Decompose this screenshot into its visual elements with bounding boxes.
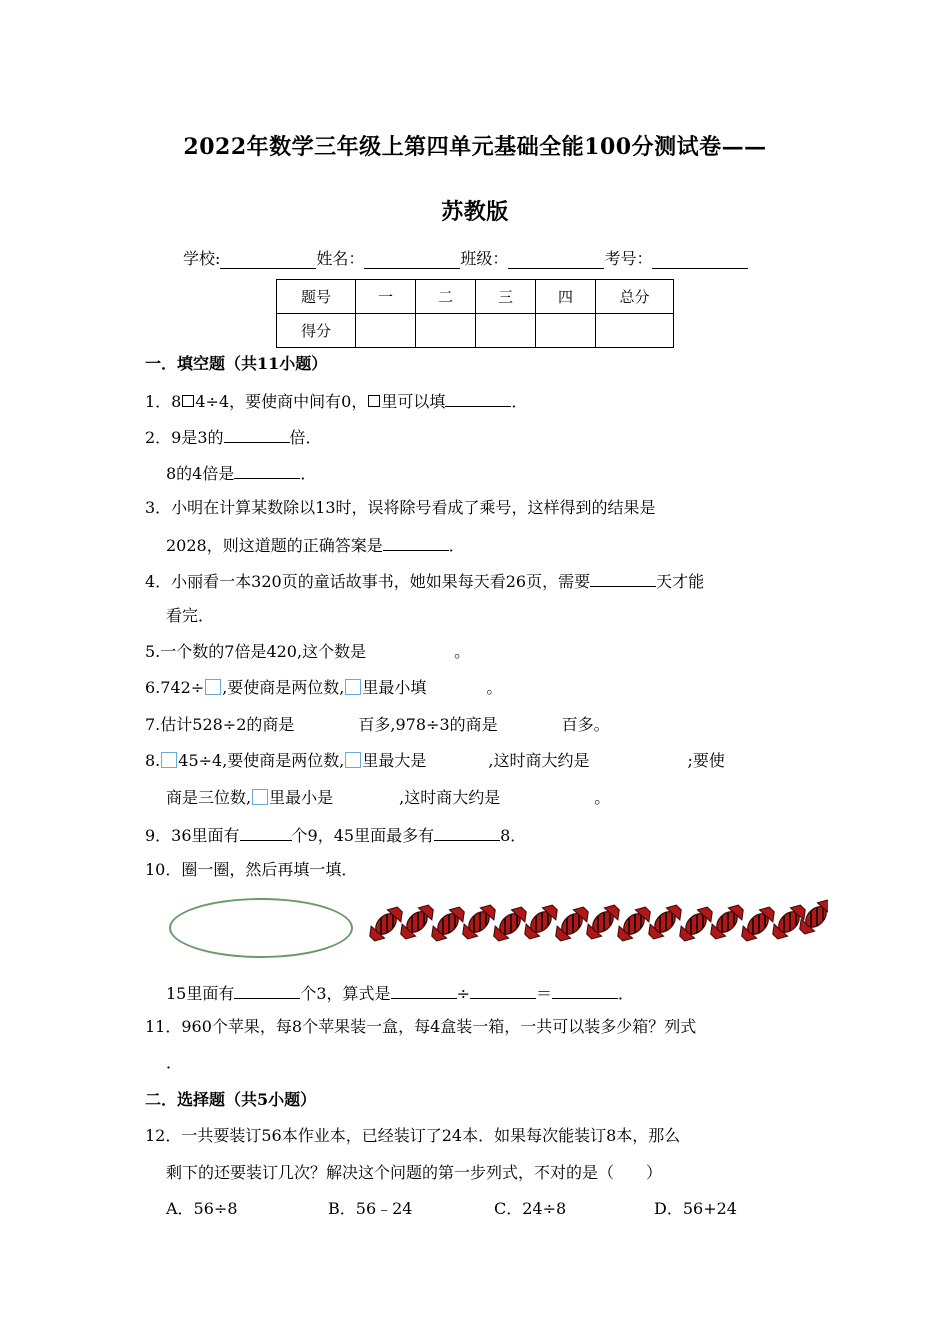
option-c[interactable]: C．24÷8: [494, 1199, 567, 1218]
q9-text: 8．: [500, 826, 527, 845]
section-heading-choice: 二．选择题（共5小题）: [145, 1090, 317, 1109]
q10-text: 10．圈一圈，然后再填一填．: [145, 860, 358, 879]
candy-icon: [644, 901, 685, 942]
class-label: 班级：: [460, 249, 509, 268]
q11-text: ．: [166, 1053, 183, 1072]
score-header-cell: 三: [476, 280, 536, 314]
digit-square: [368, 395, 380, 407]
question-2: [145, 426, 322, 448]
score-row-label: 得分: [277, 314, 356, 348]
score-cell[interactable]: [416, 314, 476, 348]
score-cell[interactable]: [476, 314, 536, 348]
answer-blank[interactable]: [552, 982, 618, 999]
q4-text: 4．小丽看一本320页的童话故事书，她如果每天看26页，需要: [145, 572, 591, 591]
question-3-line-2: [166, 534, 465, 556]
q8-text: ;要使: [687, 751, 725, 770]
q7-text: 7.估计528÷2的商是: [145, 715, 295, 734]
candy-icon: [582, 901, 623, 942]
page-subtitle: 苏教版: [441, 199, 509, 225]
score-cell[interactable]: [536, 314, 596, 348]
number-blank[interactable]: [652, 250, 748, 269]
q1-text: 1．8: [145, 392, 182, 411]
q4-text: 天才能: [656, 572, 705, 591]
question-12-options: [166, 1199, 737, 1219]
candy-icon: [551, 903, 592, 944]
digit-box: [252, 789, 268, 805]
q4-text: 看完．: [166, 606, 215, 625]
candy-icon: [368, 903, 407, 944]
circle-area-ellipse[interactable]: [169, 898, 353, 958]
question-3: [145, 498, 656, 518]
score-table-score-row: [277, 314, 674, 348]
answer-blank[interactable]: [391, 982, 457, 999]
q12-text: 剩下的还要装订几次？解决这个问题的第一步列式，不对的是（ ）: [166, 1163, 663, 1182]
score-cell[interactable]: [596, 314, 674, 348]
score-header-cell: 二: [416, 280, 476, 314]
candy-icon: [396, 901, 437, 942]
school-label: 学校:: [183, 249, 221, 268]
digit-square: [182, 395, 194, 407]
score-header-cell: 题号: [277, 280, 356, 314]
option-d[interactable]: D．56+24: [654, 1199, 737, 1218]
candy-icon: [489, 903, 530, 944]
q10-text: ÷: [456, 984, 470, 1003]
q1-text: 里可以填: [381, 392, 446, 411]
answer-blank[interactable]: [434, 824, 500, 841]
question-10-line-2: [166, 982, 634, 1004]
answer-blank[interactable]: [240, 824, 292, 841]
q8-text: 45÷4,要使商是两位数,: [178, 751, 345, 770]
q1-text: ．: [511, 392, 528, 411]
digit-box: [345, 752, 361, 768]
q3-text: 3．小明在计算某数除以13时，误将除号看成了乘号，这样得到的结果是: [145, 498, 656, 517]
q8-text: ,这时商大约是: [488, 751, 590, 770]
answer-blank[interactable]: [234, 982, 300, 999]
candy-icon: [427, 903, 468, 944]
q3-text: ．: [448, 536, 465, 555]
candy-icon: [737, 903, 778, 944]
digit-box: [345, 679, 361, 695]
question-11-line-2: [166, 1053, 182, 1073]
answer-blank[interactable]: [224, 426, 290, 443]
q8-text: 8.: [145, 751, 161, 770]
answer-blank[interactable]: [470, 982, 536, 999]
q2-text: 倍．: [289, 428, 322, 447]
question-8: [145, 751, 725, 771]
q10-text: ＝: [535, 984, 552, 1003]
question-6: [145, 678, 502, 698]
q10-text: ．: [617, 984, 634, 1003]
score-table-header-row: [277, 280, 674, 314]
candies-group: [368, 892, 828, 952]
answer-blank[interactable]: [590, 570, 656, 587]
answer-blank[interactable]: [445, 390, 511, 407]
digit-box: [205, 679, 221, 695]
question-4: [145, 570, 704, 592]
school-blank[interactable]: [220, 250, 316, 269]
candy-icon: [613, 903, 654, 944]
q6-text: ,要使商是两位数,: [222, 678, 345, 697]
question-12-line-2: [166, 1163, 662, 1183]
candy-icon: [675, 903, 716, 944]
q7-text: 百多。: [561, 715, 610, 734]
question-7: [145, 715, 610, 735]
page-title: 2022年数学三年级上第四单元基础全能100分测试卷——: [183, 134, 767, 160]
candy-icon: [458, 901, 499, 942]
digit-box: [161, 752, 177, 768]
option-b[interactable]: B．56﹣24: [328, 1199, 413, 1218]
score-header-cell: 四: [536, 280, 596, 314]
q3-text: 2028，则这道题的正确答案是: [166, 536, 383, 555]
q1-text: 4÷4，要使商中间有0，: [195, 392, 368, 411]
question-10: [145, 860, 357, 880]
q2-text: 8的4倍是: [166, 464, 235, 483]
q12-text: 12．一共要装订56本作业本，已经装订了24本．如果每次能装订8本，那么: [145, 1126, 681, 1145]
q8-text: 里最大是: [362, 751, 427, 770]
q5-text: 。: [454, 642, 471, 661]
q9-text: 个9，45里面最多有: [291, 826, 435, 845]
score-cell[interactable]: [356, 314, 416, 348]
option-a[interactable]: A．56÷8: [166, 1199, 238, 1218]
q11-text: 11．960个苹果，每8个苹果装一盒，每4盒装一箱，一共可以装多少箱？列式: [145, 1017, 697, 1036]
q10-text: 15里面有: [166, 984, 235, 1003]
question-5: [145, 642, 470, 662]
question-8-line-2: [166, 788, 610, 808]
q7-text: 百多,978÷3的商是: [358, 715, 498, 734]
answer-blank[interactable]: [383, 534, 449, 551]
q6-text: 里最小填: [362, 678, 427, 697]
question-1: [145, 390, 527, 412]
q8-text: 商是三位数,: [166, 788, 252, 807]
question-9: [145, 824, 526, 846]
name-blank[interactable]: [364, 250, 460, 269]
score-header-cell: 一: [356, 280, 416, 314]
question-11: [145, 1017, 696, 1037]
q2-text: 2．9是3的: [145, 428, 224, 447]
student-info-line: [183, 246, 748, 269]
candy-icon: [706, 901, 747, 942]
q5-text: 5.一个数的7倍是420,这个数是: [145, 642, 367, 661]
name-label: 姓名：: [316, 249, 365, 268]
q10-text: 个3，算式是: [300, 984, 391, 1003]
answer-blank[interactable]: [234, 462, 300, 479]
q8-text: ,这时商大约是: [399, 788, 501, 807]
class-blank[interactable]: [508, 250, 604, 269]
question-12: [145, 1126, 680, 1146]
q6-text: 。: [486, 678, 503, 697]
score-table: [276, 279, 674, 348]
q6-text: 6.742÷: [145, 678, 205, 697]
question-4-line-2: [166, 606, 214, 626]
section-heading-fill-blank: 一．填空题（共11小题）: [145, 354, 328, 373]
candy-icon: [520, 901, 561, 942]
question-2-part-2: [166, 462, 316, 484]
q8-text: 。: [594, 788, 611, 807]
q2-text: ．: [300, 464, 317, 483]
number-label: 考号：: [604, 249, 653, 268]
q9-text: 9．36里面有: [145, 826, 240, 845]
q8-text: 里最小是: [269, 788, 334, 807]
score-header-cell: 总分: [596, 280, 674, 314]
